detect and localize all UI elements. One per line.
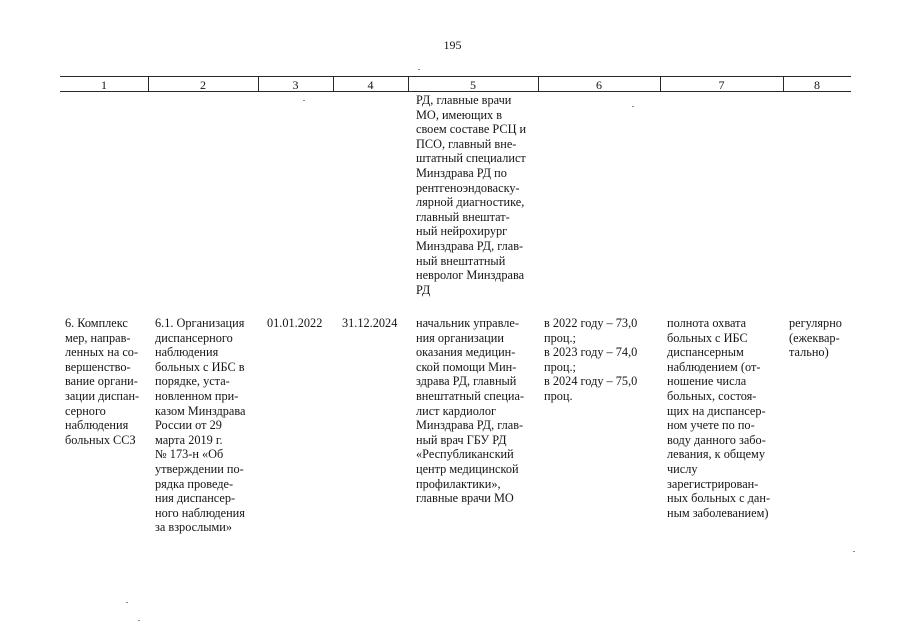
responsible-cell: начальник управле- ния организации оказания медицин- ской помощи Мин- здрава РД, главный внештатный специа- лист кардиолог Минздрава РД, глав- ный врач ГБУ РД «Республиканский центр медицинской профилактики», главные врачи МО xyxy=(416,316,525,506)
periodicity-cell: регулярно (ежеквар- тально) xyxy=(789,316,842,360)
scan-speck xyxy=(632,106,634,107)
target-values-cell: в 2022 году – 73,0 проц.; в 2023 году – 74,0 проц.; в 2024 году – 75,0 проц. xyxy=(544,316,638,403)
end-date-cell: 31.12.2024 xyxy=(342,316,398,330)
activity-cell: 6.1. Организация диспансерного наблюдения больных с ИБС в порядке, уста- новленном при- казом Минздрава России от 29 марта 2019 г. № 173-н «Об утверждении по- рядка проведе- ния диспансер- ного наблюдения за взрослыми» xyxy=(155,316,246,535)
measure-name-cell: 6. Комплекс мер, направ- ленных на со- вершенство- вание органи- зации диспан- серного наблюдения больных ССЗ xyxy=(65,316,140,447)
column-header-8: 8 xyxy=(814,78,820,92)
scan-speck xyxy=(126,602,128,603)
page-number: 195 xyxy=(443,38,462,52)
column-header-2: 2 xyxy=(200,78,206,92)
column-header-4: 4 xyxy=(367,78,374,92)
indicator-cell: полнота охвата больных с ИБС диспансерным наблюдением (от- ношение числа больных, состоя- щих на диспансер- ном учете по по- воду данного забо- левания, к общему числу зарегистрирован- ных больных с дан- ным заболеванием) xyxy=(667,316,771,520)
column-header-5: 5 xyxy=(470,78,476,92)
header-top-rule xyxy=(60,76,851,77)
scan-speck xyxy=(138,620,140,621)
column-header-3: 3 xyxy=(292,78,299,92)
continuation-responsible-cell: РД, главные врачи МО, имеющих в своем составе РСЦ и ПСО, главный вне- штатный специалист Минздрава РД по рентгеноэндоваску- лярной диагностике, главный внештат- ный нейрохирург Минздрава РД, глав- ный внештатный невролог Минздрава РД xyxy=(416,93,527,297)
scan-speck xyxy=(853,551,855,552)
scan-speck xyxy=(303,100,305,101)
column-header-7: 7 xyxy=(718,78,725,92)
column-header-6: 6 xyxy=(596,78,602,92)
start-date-cell: 01.01.2022 xyxy=(267,316,323,330)
column-header-1: 1 xyxy=(101,78,107,92)
scan-speck xyxy=(418,69,420,70)
